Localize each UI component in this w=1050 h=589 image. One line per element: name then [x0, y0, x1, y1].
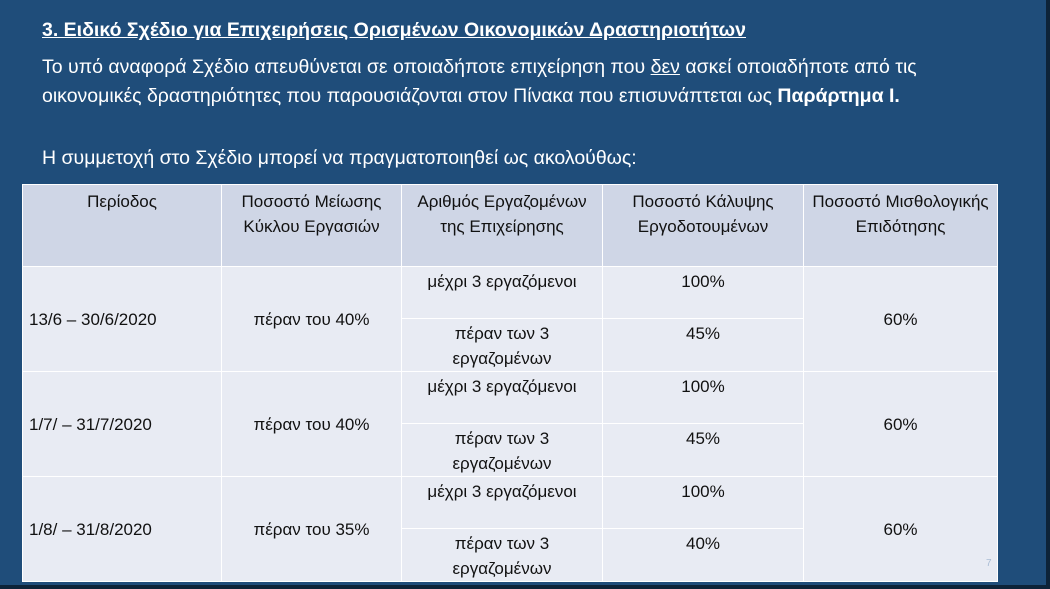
- subsidy-cell: 60%: [804, 372, 998, 477]
- employees-cell: μέχρι 3 εργαζόμενοι: [402, 477, 603, 529]
- reduction-cell: πέραν του 35%: [222, 477, 402, 582]
- coverage-cell: 45%: [603, 319, 804, 372]
- header-subsidy: Ποσοστό Μισθολογικής Επιδότησης: [804, 185, 998, 267]
- employees-cell: μέχρι 3 εργαζόμενοι: [402, 372, 603, 424]
- header-period: Περίοδος: [23, 185, 222, 267]
- page-number: 7: [986, 558, 992, 569]
- coverage-cell: 100%: [603, 372, 804, 424]
- employees-cell: πέραν των 3 εργαζομένων: [402, 424, 603, 477]
- intro-text-1: Το υπό αναφορά Σχέδιο απευθύνεται σε οποιαδήποτε επιχείρηση που: [42, 56, 651, 78]
- slide-title: 3. Ειδικό Σχέδιο για Επιχειρήσεις Ορισμένων Οικονομικών Δραστηριοτήτων: [42, 19, 746, 41]
- employees-cell: πέραν των 3 εργαζομένων: [402, 319, 603, 372]
- coverage-cell: 100%: [603, 477, 804, 529]
- intro-underlined-word: δεν: [650, 56, 680, 78]
- period-cell: 1/8/ – 31/8/2020: [23, 477, 222, 582]
- reduction-cell: πέραν του 40%: [222, 372, 402, 477]
- coverage-cell: 100%: [603, 267, 804, 319]
- subsidy-cell: 60%: [804, 477, 998, 582]
- employees-cell: πέραν των 3 εργαζομένων: [402, 529, 603, 582]
- period-cell: 1/7/ – 31/7/2020: [23, 372, 222, 477]
- coverage-cell: 45%: [603, 424, 804, 477]
- table-row: [23, 372, 998, 424]
- intro-text-2: ασκεί οποιαδήποτε από τις οικονομικές δραστηριότητες που παρουσιάζονται στον Πίνακα που επισυνάπτεται ως: [42, 56, 917, 107]
- participation-line: Η συμμετοχή στο Σχέδιο μπορεί να πραγματοποιηθεί ως ακολούθως:: [42, 147, 637, 169]
- period-cell: 13/6 – 30/6/2020: [23, 267, 222, 372]
- intro-annex-ref: Παράρτημα Ι.: [777, 85, 900, 107]
- header-reduction: Ποσοστό Μείωσης Κύκλου Εργασιών: [222, 185, 402, 267]
- table-header-row: [23, 185, 998, 267]
- reduction-cell: πέραν του 40%: [222, 267, 402, 372]
- table-row: [23, 477, 998, 529]
- subsidy-cell: 60%: [804, 267, 998, 372]
- coverage-cell: 40%: [603, 529, 804, 582]
- intro-paragraph: [42, 53, 1002, 111]
- table-row: [23, 267, 998, 319]
- header-coverage: Ποσοστό Κάλυψης Εργοδοτουμένων: [603, 185, 804, 267]
- employees-cell: μέχρι 3 εργαζόμενοι: [402, 267, 603, 319]
- header-employees: Αριθμός Εργαζομένων της Επιχείρησης: [402, 185, 603, 267]
- plan-table: [22, 184, 998, 582]
